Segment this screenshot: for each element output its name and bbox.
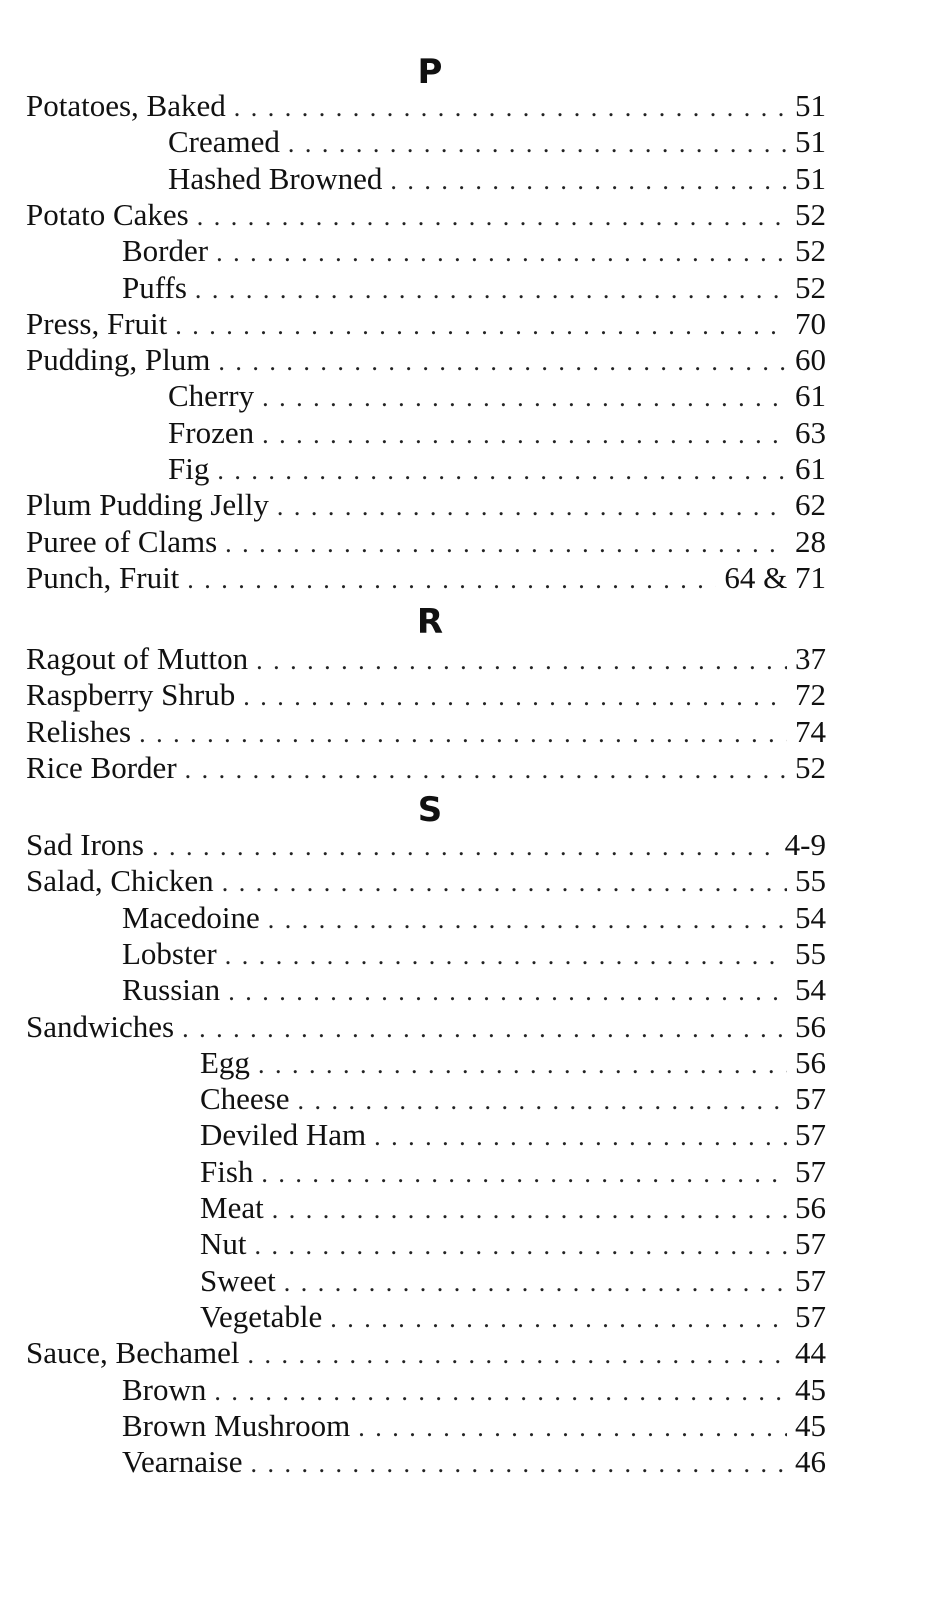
- dot-leader: [330, 1300, 787, 1337]
- dot-leader: [228, 973, 787, 1010]
- entry-page-number: 57: [795, 1226, 826, 1261]
- dot-leader: [234, 89, 787, 126]
- entry-name: Nut: [200, 1226, 247, 1261]
- dot-leader: [298, 1082, 787, 1119]
- entry-page-number: 45: [795, 1372, 826, 1407]
- entry-name: Cherry: [168, 378, 255, 413]
- index-entry: [26, 486, 826, 523]
- entry-name: Ragout of Mutton: [26, 641, 249, 676]
- entry-page-number: 57: [795, 1117, 826, 1152]
- entry-page-number: 52: [795, 197, 826, 232]
- index-entry: [200, 1298, 826, 1335]
- index-entry: [168, 414, 826, 451]
- entry-page-number: 44: [795, 1335, 826, 1370]
- entry-name: Sauce, Bechamel: [26, 1335, 240, 1370]
- index-entry: [26, 676, 826, 713]
- entry-page-number: 55: [795, 863, 826, 898]
- entry-name: Meat: [200, 1190, 264, 1225]
- index-entry: [26, 1008, 826, 1045]
- entry-name: Lobster: [122, 936, 217, 971]
- entry-name: Brown Mushroom: [122, 1408, 351, 1443]
- entry-name: Border: [122, 233, 209, 268]
- entry-page-number: 56: [795, 1190, 826, 1225]
- dot-leader: [185, 751, 787, 788]
- entry-name: Press, Fruit: [26, 306, 168, 341]
- index-entry: [122, 971, 826, 1008]
- entry-name: Salad, Chicken: [26, 863, 214, 898]
- index-entry: [26, 862, 826, 899]
- dot-leader: [258, 1046, 787, 1083]
- index-entry: [26, 341, 826, 378]
- dot-leader: [182, 1010, 787, 1047]
- dot-leader: [247, 1336, 787, 1373]
- dot-leader: [288, 125, 787, 162]
- index-entry: [200, 1262, 826, 1299]
- index-entry: [122, 232, 826, 269]
- entry-page-number: 51: [795, 124, 826, 159]
- dot-leader: [243, 678, 787, 715]
- dot-leader: [256, 642, 787, 679]
- dot-leader: [277, 488, 787, 525]
- dot-leader: [195, 271, 787, 308]
- index-entry: [122, 269, 826, 306]
- entry-page-number: 62: [795, 487, 826, 522]
- entry-page-number: 28: [795, 524, 826, 559]
- dot-leader: [214, 1373, 787, 1410]
- entry-name: Puffs: [122, 270, 187, 305]
- entry-page-number: 51: [795, 161, 826, 196]
- entry-page-number: 63: [795, 415, 826, 450]
- index-entry: [26, 713, 826, 750]
- section-letter-p: P: [417, 52, 443, 92]
- entry-page-number: 56: [795, 1045, 826, 1080]
- index-entry: [200, 1225, 826, 1262]
- entry-name: Sandwiches: [26, 1009, 175, 1044]
- dot-leader: [225, 937, 787, 974]
- dot-leader: [218, 343, 787, 380]
- entry-page-number: 46: [795, 1444, 826, 1479]
- entry-page-number: 72: [795, 677, 826, 712]
- index-entry: [122, 899, 826, 936]
- entry-page-number: 61: [795, 378, 826, 413]
- index-entry: [122, 1371, 826, 1408]
- entry-name: Vegetable: [200, 1299, 323, 1334]
- entry-name: Potatoes, Baked: [26, 88, 226, 123]
- entry-page-number: 37: [795, 641, 826, 676]
- entry-page-number: 70: [795, 306, 826, 341]
- dot-leader: [272, 1191, 787, 1228]
- dot-leader: [187, 561, 716, 598]
- entry-name: Sad Irons: [26, 827, 144, 862]
- entry-name: Russian: [122, 972, 221, 1007]
- dot-leader: [251, 1445, 788, 1482]
- entry-name: Raspberry Shrub: [26, 677, 236, 712]
- dot-leader: [390, 162, 787, 199]
- dot-leader: [175, 307, 787, 344]
- dot-leader: [268, 901, 787, 938]
- dot-leader: [222, 864, 787, 901]
- index-entry: [200, 1044, 826, 1081]
- entry-name: Plum Pudding Jelly: [26, 487, 269, 522]
- index-entry: [122, 1407, 826, 1444]
- dot-leader: [139, 715, 787, 752]
- entry-name: Fish: [200, 1154, 254, 1189]
- entry-name: Vearnaise: [122, 1444, 243, 1479]
- entry-page-number: 57: [795, 1263, 826, 1298]
- entry-page-number: 45: [795, 1408, 826, 1443]
- entry-name: Hashed Browned: [168, 161, 383, 196]
- dot-leader: [262, 379, 787, 416]
- entry-name: Fig: [168, 451, 210, 486]
- entry-page-number: 54: [795, 900, 826, 935]
- index-entry: [26, 559, 826, 596]
- entry-name: Creamed: [168, 124, 280, 159]
- entry-name: Egg: [200, 1045, 250, 1080]
- index-entry: [26, 749, 826, 786]
- entry-name: Frozen: [168, 415, 255, 450]
- dot-leader: [217, 452, 787, 489]
- index-entry: [200, 1153, 826, 1190]
- index-entry: [122, 1443, 826, 1480]
- index-entry: [168, 160, 826, 197]
- index-entry: [26, 87, 826, 124]
- dot-leader: [374, 1118, 787, 1155]
- entry-page-number: 52: [795, 750, 826, 785]
- entry-page-number: 64 & 71: [724, 560, 826, 595]
- entry-page-number: 55: [795, 936, 826, 971]
- entry-name: Pudding, Plum: [26, 342, 211, 377]
- entry-name: Sweet: [200, 1263, 276, 1298]
- entry-page-number: 52: [795, 270, 826, 305]
- entry-page-number: 61: [795, 451, 826, 486]
- index-entry: [26, 305, 826, 342]
- index-entry: [200, 1189, 826, 1226]
- entry-name: Cheese: [200, 1081, 290, 1116]
- index-entry: [168, 123, 826, 160]
- section-letter-r: R: [416, 602, 444, 642]
- entry-page-number: 57: [795, 1081, 826, 1116]
- index-entry: [200, 1116, 826, 1153]
- entry-name: Relishes: [26, 714, 132, 749]
- dot-leader: [216, 234, 787, 271]
- entry-name: Deviled Ham: [200, 1117, 367, 1152]
- entry-page-number: 56: [795, 1009, 826, 1044]
- entry-page-number: 60: [795, 342, 826, 377]
- index-entry: [26, 1334, 826, 1371]
- dot-leader: [358, 1409, 787, 1446]
- entry-name: Brown: [122, 1372, 207, 1407]
- index-entry: [122, 935, 826, 972]
- entry-name: Macedoine: [122, 900, 260, 935]
- dot-leader: [262, 416, 787, 453]
- index-entry: [200, 1080, 826, 1117]
- index-entry: [168, 377, 826, 414]
- entry-page-number: 52: [795, 233, 826, 268]
- entry-name: Potato Cakes: [26, 197, 189, 232]
- dot-leader: [152, 828, 777, 865]
- entry-page-number: 54: [795, 972, 826, 1007]
- entry-page-number: 57: [795, 1154, 826, 1189]
- entry-page-number: 51: [795, 88, 826, 123]
- dot-leader: [255, 1227, 788, 1264]
- entry-name: Punch, Fruit: [26, 560, 180, 595]
- index-entry: [168, 450, 826, 487]
- index-entry: [26, 523, 826, 560]
- entry-name: Rice Border: [26, 750, 177, 785]
- dot-leader: [225, 525, 787, 562]
- dot-leader: [284, 1264, 787, 1301]
- section-letter-s: S: [417, 790, 443, 830]
- entry-page-number: 57: [795, 1299, 826, 1334]
- entry-name: Puree of Clams: [26, 524, 218, 559]
- entry-page-number: 74: [795, 714, 826, 749]
- index-entry: [26, 640, 826, 677]
- dot-leader: [261, 1155, 787, 1192]
- dot-leader: [197, 198, 787, 235]
- entry-page-number: 4-9: [784, 827, 826, 862]
- index-entry: [26, 196, 826, 233]
- index-entry: [26, 826, 826, 863]
